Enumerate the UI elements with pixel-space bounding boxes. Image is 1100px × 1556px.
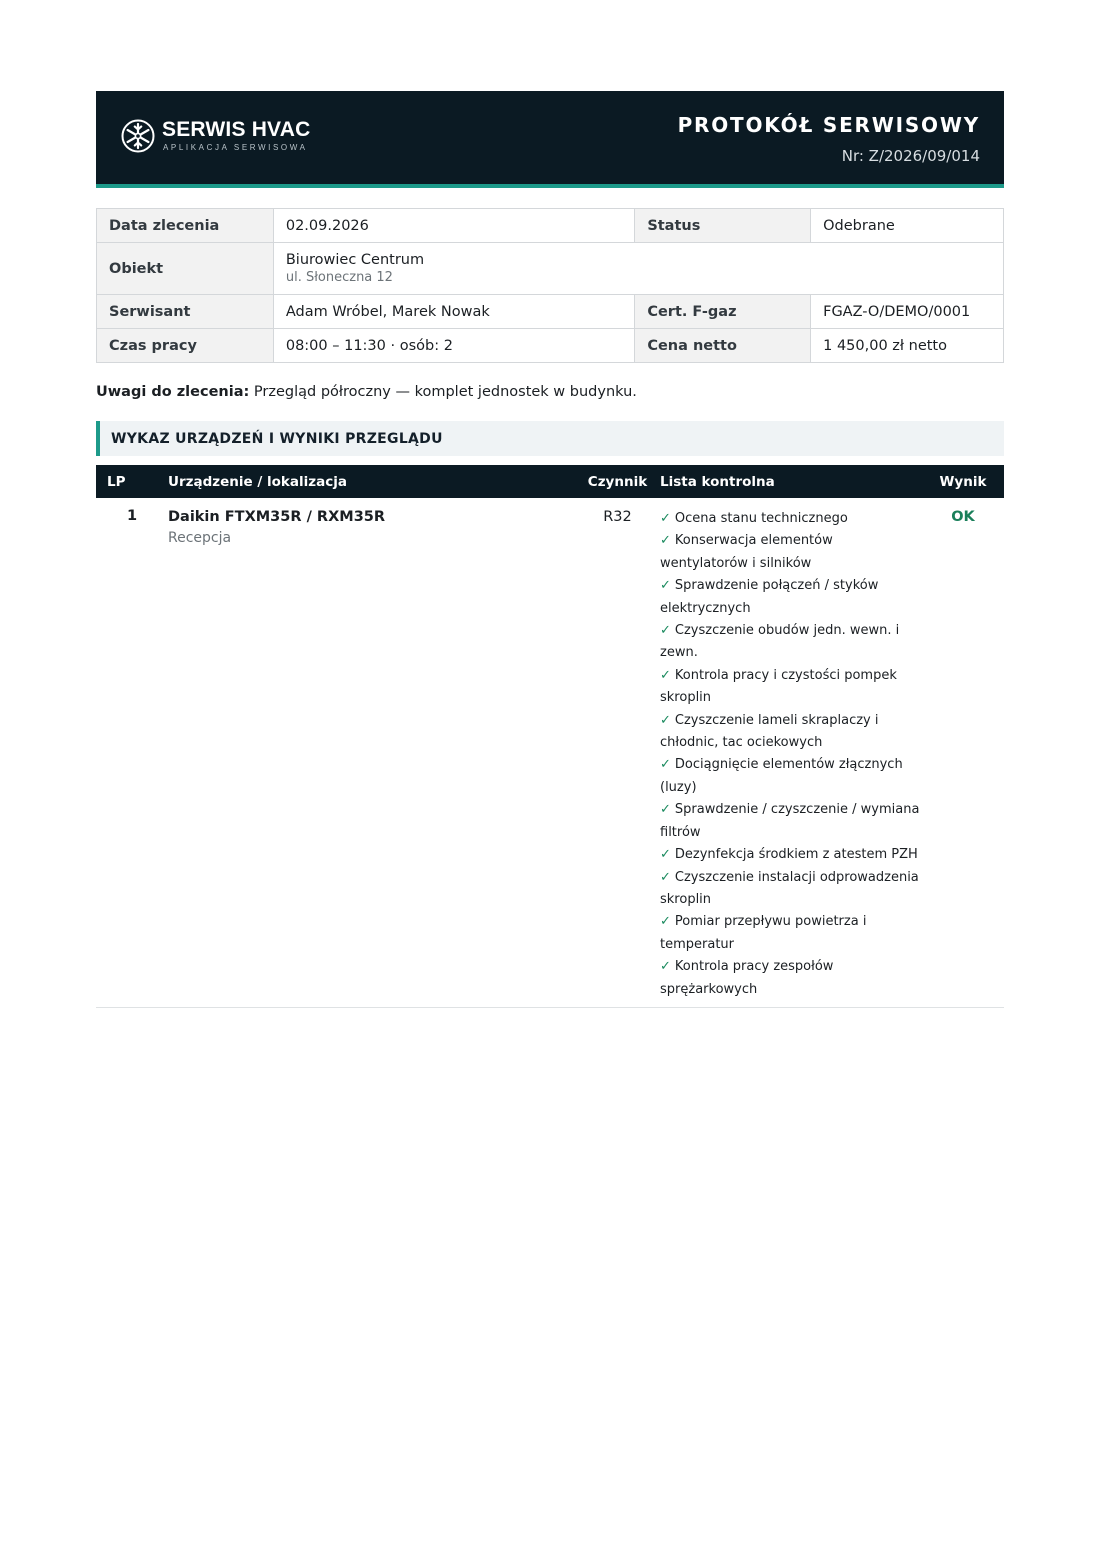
- order-date-label: Data zlecenia: [97, 209, 274, 243]
- technician-label: Serwisant: [97, 295, 274, 329]
- col-result: Wynik: [922, 465, 1004, 498]
- col-refrigerant: Czynnik: [575, 465, 660, 498]
- price-value: 1 450,00 zł netto: [811, 329, 1004, 363]
- checklist-item-label: Konserwacja elementów wentylatorów i silników: [660, 533, 833, 571]
- notes-label: Uwagi do zlecenia:: [96, 384, 250, 400]
- device-location: Recepcja: [168, 530, 232, 546]
- check-icon: ✓: [660, 533, 671, 549]
- checklist-item: [660, 867, 922, 912]
- object-address: ul. Słoneczna 12: [285, 269, 393, 285]
- status-value: Odebrane: [811, 209, 1004, 243]
- brand-name: SERWIS HVAC: [162, 118, 311, 141]
- check-icon: ✓: [660, 847, 671, 863]
- row-device: [168, 498, 575, 1007]
- document-number: Nr: Z/2026/09/014: [841, 147, 980, 165]
- row-refrigerant: [575, 498, 660, 1007]
- checklist-item-label: Czyszczenie obudów jedn. wewn. i zewn.: [660, 623, 900, 661]
- check-icon: ✓: [660, 802, 671, 818]
- check-icon: ✓: [660, 667, 671, 683]
- object-cell: [273, 243, 1003, 295]
- checklist-item-label: Czyszczenie lameli skraplaczy i chłodnic, tac ociekowych: [660, 712, 879, 751]
- checklist-item-label: Dezynfekcja środkiem z atestem PZH: [674, 847, 918, 863]
- checklist-item: [660, 665, 922, 710]
- checklist-item-label: Pomiar przepływu powietrza i temperatur: [660, 914, 867, 952]
- brand-logo: [121, 119, 310, 153]
- col-lp: LP: [96, 465, 168, 498]
- check-icon: ✓: [660, 959, 671, 975]
- col-device: Urządzenie / lokalizacja: [168, 465, 575, 498]
- row-checklist: [660, 498, 922, 1007]
- checklist-item-label: Kontrola pracy zespołów sprężarkowych: [660, 959, 834, 997]
- header-accent-bar: [96, 184, 1004, 188]
- checklist-item-label: Sprawdzenie połączeń / styków elektrycznych: [660, 578, 879, 616]
- checklist-item: [660, 911, 922, 956]
- col-checklist: Lista kontrolna: [660, 465, 922, 498]
- technician-value: Adam Wróbel, Marek Nowak: [273, 295, 634, 329]
- checklist-item-label: Sprawdzenie / czyszczenie / wymiana filtrów: [660, 802, 920, 840]
- checklist-item: [660, 956, 922, 1001]
- document-header: [96, 91, 1004, 184]
- checklist-item: [660, 844, 922, 866]
- cert-label: Cert. F-gaz: [635, 295, 811, 329]
- info-row-time: [97, 329, 1004, 363]
- checklist-item: [660, 710, 922, 755]
- row-lp-value: 1: [126, 508, 138, 524]
- info-row-technician: [97, 295, 1004, 329]
- status-label: Status: [635, 209, 811, 243]
- checklist-item: [660, 530, 922, 575]
- devices-table: [96, 465, 1004, 1008]
- object-name: Biurowiec Centrum: [285, 251, 425, 268]
- checklist-item-label: Czyszczenie instalacji odprowadzenia skroplin: [660, 869, 919, 907]
- checklist-item-label: Kontrola pracy i czystości pompek skroplin: [660, 667, 897, 706]
- order-date-value: 02.09.2026: [273, 209, 634, 243]
- device-name: Daikin FTXM35R / RXM35R: [168, 509, 386, 525]
- protocol-page: [96, 91, 1004, 1008]
- checklist-item: [660, 754, 922, 799]
- checklist-item: [660, 575, 922, 620]
- work-time-label: Czas pracy: [97, 329, 274, 363]
- checklist-item: [660, 799, 922, 844]
- price-label: Cena netto: [635, 329, 811, 363]
- info-row-date: [97, 209, 1004, 243]
- order-notes: [96, 383, 1004, 401]
- check-icon: ✓: [660, 712, 671, 728]
- info-row-object: [97, 243, 1004, 295]
- devices-header-row: [96, 465, 1004, 498]
- table-row: [96, 498, 1004, 1007]
- check-icon: ✓: [660, 757, 671, 773]
- check-icon: ✓: [660, 869, 671, 885]
- check-icon: ✓: [660, 511, 671, 526]
- section-heading: WYKAZ URZĄDZEŃ I WYNIKI PRZEGLĄDU: [96, 421, 1004, 456]
- object-label: Obiekt: [97, 243, 274, 295]
- result-badge: OK: [951, 509, 975, 525]
- document-title: PROTOKÓŁ SERWISOWY: [677, 113, 980, 137]
- check-icon: ✓: [660, 914, 671, 930]
- notes-text: Przegląd półroczny — komplet jednostek w budynku.: [249, 384, 637, 400]
- checklist-item-label: Dociągnięcie elementów złącznych (luzy): [660, 757, 903, 795]
- checklist: [660, 508, 922, 1001]
- work-time-value: 08:00 – 11:30 · osób: 2: [273, 329, 634, 363]
- row-result: [922, 498, 1004, 1007]
- checklist-item-label: Ocena stanu technicznego: [674, 511, 848, 526]
- cert-value: FGAZ-O/DEMO/0001: [811, 295, 1004, 329]
- order-info-table: [96, 208, 1004, 363]
- row-lp: [96, 498, 168, 1007]
- snowflake-icon: [121, 119, 155, 153]
- checklist-item: [660, 508, 922, 530]
- check-icon: ✓: [660, 578, 671, 594]
- check-icon: ✓: [660, 623, 671, 639]
- brand-subtitle: APLIKACJA SERWISOWA: [163, 143, 308, 152]
- refrigerant-value: R32: [603, 509, 632, 525]
- checklist-item: [660, 620, 922, 665]
